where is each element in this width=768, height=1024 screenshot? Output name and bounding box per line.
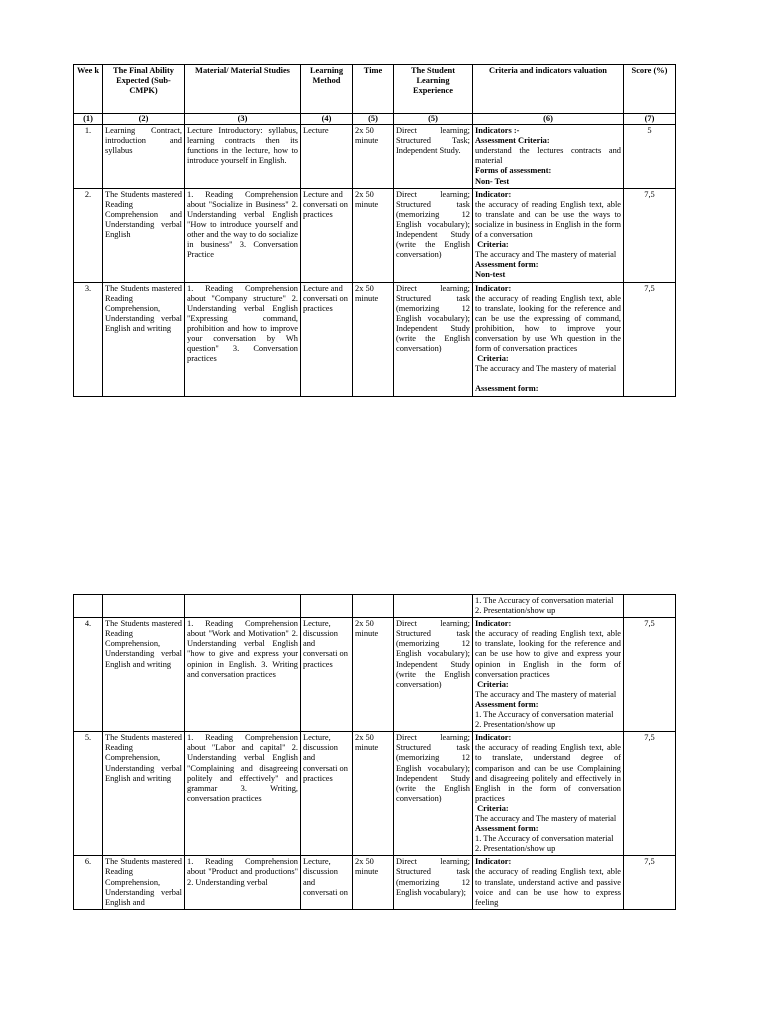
criteria-line: Indicator: [475,733,512,743]
criteria-line: The accuracy and The mastery of material [475,813,617,823]
week-cell: 6. [74,856,103,909]
continuation-line: 1. The Accuracy of conversation material [475,596,614,605]
criteria-line: Indicator: [475,619,512,629]
time-cell: 2x 50 minute [353,856,394,909]
learning-method-cell: Lecture and conversati on practices [301,188,353,282]
material-cell: 1. Reading Comprehension about "Work and Motivation" 2. Understanding verbal English "how to give and express your opinion in English. 3. Writing and conversation practices [185,618,301,732]
criteria-line: Criteria: [475,354,509,364]
criteria-line: 1. The Accuracy of conversation material [475,834,614,844]
header-learning-experience: The Student Learning Experience [394,65,473,114]
criteria-line: understand the lectures contracts and material [475,146,624,166]
week-cell: 1. [74,125,103,189]
column-number: (5) [353,114,394,125]
score-cell: 7,5 [624,282,676,396]
column-number-row [74,114,676,125]
criteria-line: Indicators :- [475,126,520,136]
continuation-criteria [473,595,624,618]
final-ability-cell: Learning Contract, introduction and syllabus [103,125,185,189]
criteria-line: Non- Test [475,176,510,186]
time-cell: 2x 50 minute [353,618,394,732]
material-cell: 1. Reading Comprehension about "Company structure" 2. Understanding verbal English "Expressing command, prohibition and how to improve your conversation by Wh question" 3. Conversation practices [185,282,301,396]
final-ability-cell: The Students mastered Reading Comprehension and Understanding verbal English [103,188,185,282]
learning-experience-cell: Direct learning; Structured task (memorizing 12 English vocabulary); Independent Study (write the English conversation) [394,732,473,856]
criteria-line: The accuracy and The mastery of material [475,364,617,374]
criteria-line: Assessment form: [475,260,539,270]
column-number: (2) [103,114,185,125]
header-time: Time [353,65,394,114]
criteria-line: 2. Presentation/show up [475,844,556,854]
learning-method-cell: Lecture, discussion and conversati on practices [301,732,353,856]
learning-method-cell: Lecture and conversati on practices [301,282,353,396]
material-cell: 1. Reading Comprehension about "Labor and capital" 2. Understanding verbal English "Complaining and disagreeing politely and effectively" and grammar 3. Writing, conversation practices [185,732,301,856]
time-cell: 2x 50 minute [353,732,394,856]
header-criteria: Criteria and indicators valuation [473,65,624,114]
criteria-line: Criteria: [475,240,509,250]
criteria-line: Indicator: [475,857,512,867]
criteria-line: Assessment Criteria: [475,136,550,146]
final-ability-cell: The Students mastered Reading Comprehension, Understanding verbal English and [103,856,185,909]
criteria-line: Assessment form: [475,384,539,394]
criteria-cell [473,732,624,856]
learning-method-cell: Lecture [301,125,353,189]
material-cell: 1. Reading Comprehension about "Product and productions" 2. Understanding verbal [185,856,301,909]
header-score: Score (%) [624,65,676,114]
table-row [74,618,676,732]
syllabus-table-part-2 [73,594,676,910]
column-number: (5) [394,114,473,125]
criteria-line: the accuracy of reading English text, able to translate and can be use the ways to socialize in business in English in the form of a conversation [475,199,624,240]
criteria-line: 1. The Accuracy of conversation material [475,710,614,720]
criteria-line: Indicator: [475,189,512,199]
final-ability-cell: The Students mastered Reading Comprehension, Understanding verbal English and writing [103,282,185,396]
column-number: (1) [74,114,103,125]
criteria-cell [473,188,624,282]
header-week: Wee k [74,65,103,114]
header-learning-method: Learning Method [301,65,353,114]
criteria-line: the accuracy of reading English text, able to translate, looking for the reference and can be use how to give and express your opinion in English in the form of conversation practices [475,629,624,679]
score-cell: 7,5 [624,618,676,732]
week-cell: 2. [74,188,103,282]
column-number: (7) [624,114,676,125]
score-cell: 7,5 [624,856,676,909]
criteria-line: 2. Presentation/show up [475,720,556,730]
table-row [74,188,676,282]
criteria-line: Assessment form: [475,699,539,709]
criteria-cell [473,282,624,396]
criteria-line: Assessment form: [475,824,539,834]
header-row [74,65,676,114]
score-cell: 5 [624,125,676,189]
learning-experience-cell: Direct learning; Structured task (memorizing 12 English vocabulary); Independent Study (write the English conversation) [394,618,473,732]
criteria-line: Non-test [475,270,506,280]
learning-experience-cell: Direct learning; Structured Task; Independent Study. [394,125,473,189]
learning-method-cell: Lecture, discussion and conversati on practices [301,618,353,732]
table-row [74,125,676,189]
criteria-line: The accuracy and The mastery of material [475,689,617,699]
criteria-line: Forms of assessment: [475,166,552,176]
material-cell: 1. Reading Comprehension about "Socialize in Business" 2. Understanding verbal English "How to introduce yourself and other and the way to do socialize in business" 3. Conversation Practice [185,188,301,282]
criteria-line: Criteria: [475,679,509,689]
criteria-line: the accuracy of reading English text, able to translate, understand degree of comparison and can be use Complaining and disagreeing politely and effectively in English in the form of conversation practices [475,743,624,803]
header-material: Material/ Material Studies [185,65,301,114]
learning-experience-cell: Direct learning; Structured task (memorizing 12 English vocabulary); [394,856,473,909]
material-cell: Lecture Introductory: syllabus, learning contracts then its functions in the lecture, how to introduce yourself in English. [185,125,301,189]
final-ability-cell: The Students mastered Reading Comprehension, Understanding verbal English and writing [103,732,185,856]
score-cell: 7,5 [624,732,676,856]
criteria-line: the accuracy of reading English text, able to translate, looking for the reference and can be use the expressing of command, prohibition, how to improve your conversation by use Wh question in the form of conversation practices [475,293,624,354]
criteria-cell [473,125,624,189]
criteria-cell [473,618,624,732]
criteria-line: Criteria: [475,803,509,813]
table-row [74,732,676,856]
column-number: (4) [301,114,353,125]
learning-experience-cell: Direct learning; Structured task (memorizing 12 English vocabulary); Independent Study (write the English conversation) [394,188,473,282]
week-cell: 5. [74,732,103,856]
continuation-line: 2. Presentation/show up [475,606,556,616]
time-cell: 2x 50 minute [353,282,394,396]
criteria-line [475,374,621,384]
continuation-row [74,595,676,618]
time-cell: 2x 50 minute [353,125,394,189]
learning-experience-cell: Direct learning; Structured task (memorizing 12 English vocabulary); Independent Study (write the English conversation) [394,282,473,396]
week-cell: 4. [74,618,103,732]
header-final-ability: The Final Ability Expected (Sub- CMPK) [103,65,185,114]
criteria-line: Indicator: [475,283,512,293]
learning-method-cell: Lecture, discussion and conversati on [301,856,353,909]
column-number: (3) [185,114,301,125]
criteria-line: the accuracy of reading English text, able to translate, understand active and passive voice and can be use how to express feeling [475,867,624,907]
score-cell: 7,5 [624,188,676,282]
final-ability-cell: The Students mastered Reading Comprehension, Understanding verbal English and writing [103,618,185,732]
syllabus-table-part-1 [73,64,676,397]
table-row [74,282,676,396]
week-cell: 3. [74,282,103,396]
criteria-line: The accuracy and The mastery of material [475,250,617,260]
criteria-cell [473,856,624,909]
table-row [74,856,676,909]
column-number: (6) [473,114,624,125]
time-cell: 2x 50 minute [353,188,394,282]
